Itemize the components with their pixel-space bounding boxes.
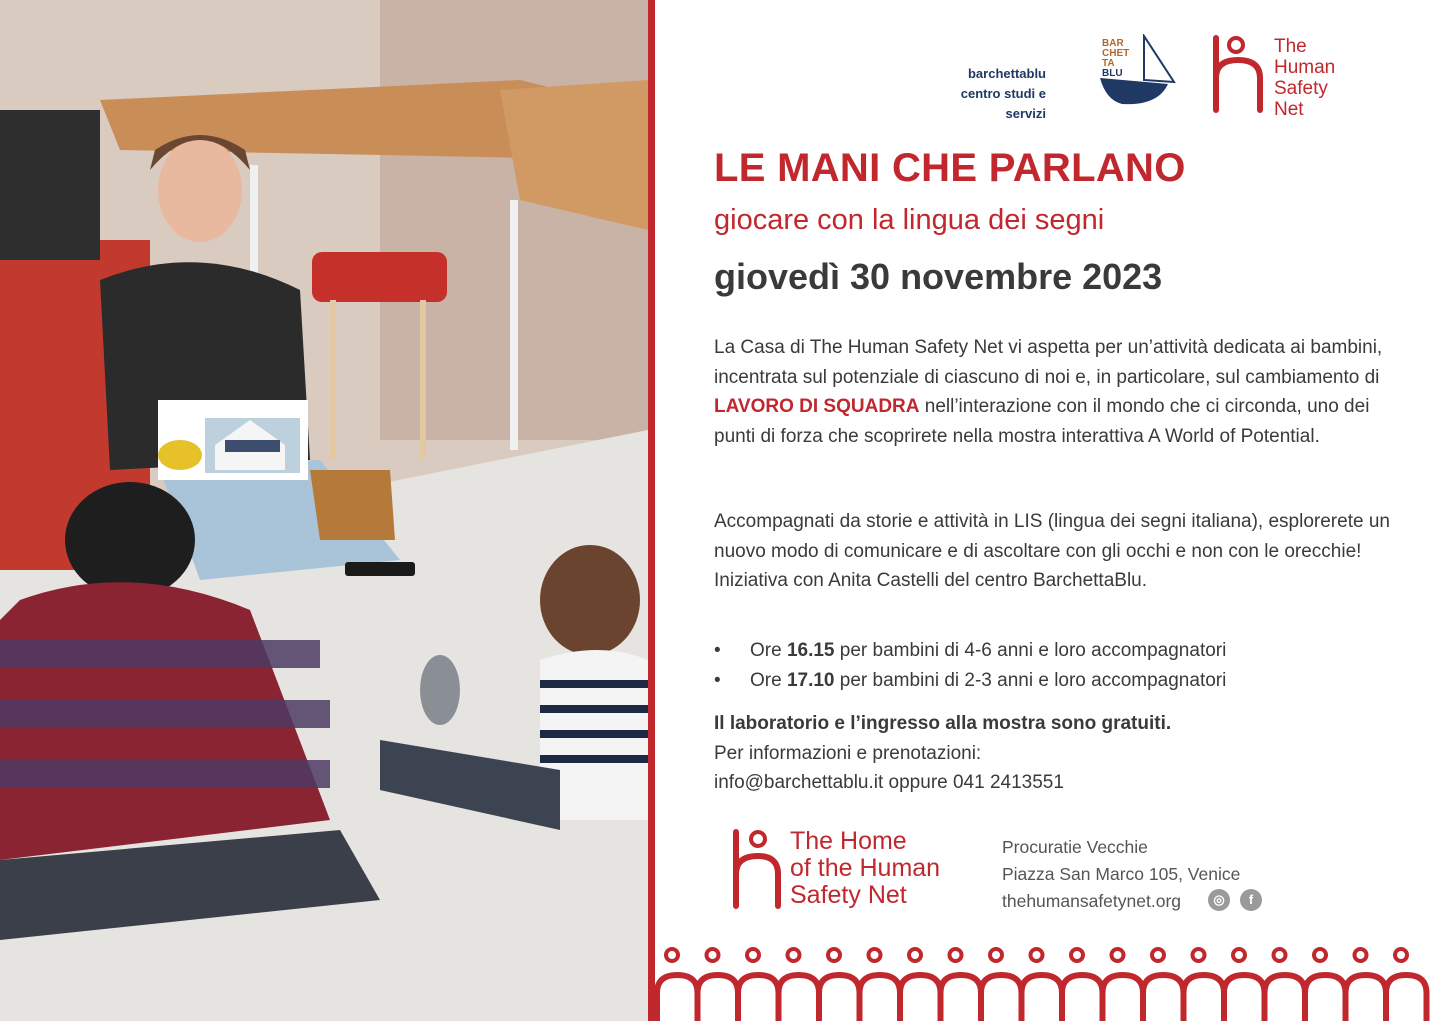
session-prefix: Ore [750, 640, 787, 661]
pattern-circle [990, 949, 1002, 961]
info-block [714, 709, 1171, 798]
session-list [714, 636, 1414, 695]
pattern-circle [1071, 949, 1083, 961]
event-title: LE MANI CHE PARLANO [714, 146, 1186, 190]
pattern-circle [1395, 949, 1407, 961]
session-item [714, 666, 1414, 696]
home-line-2: of the Human [790, 854, 941, 882]
session-time: 17.10 [786, 669, 835, 691]
lis-paragraph: Accompagnati da storie e attività in LIS (lingua dei segni italiana), esplorerete un nuovo modo di comunicare e di ascoltare con gli occhi e non con le orecchie! Iniziativa con Anita Castelli del centro BarchettaBlu. [714, 511, 1390, 591]
pattern-circle [788, 949, 800, 961]
info-label: Per informazioni e prenotazioni: [714, 742, 982, 764]
address-venue: Procuratie Vecchie [1002, 837, 1148, 857]
barchetta-logo-letters-1: BAR [1102, 38, 1124, 49]
human-safety-net-logo [1210, 34, 1370, 120]
pattern-arches [657, 975, 1427, 1021]
event-date: giovedì 30 novembre 2023 [714, 256, 1163, 297]
hsn-line-2: Human [1274, 57, 1336, 78]
home-wordmark [790, 828, 940, 909]
pattern-circle [828, 949, 840, 961]
boat-icon [1098, 34, 1178, 106]
session-text: per bambini di 4-6 anni e loro accompagnatori [834, 640, 1227, 661]
home-line-3: Safety Net [790, 881, 907, 909]
pattern-circle [1233, 949, 1245, 961]
address-street: Piazza San Marco 105, Venice [1002, 864, 1241, 884]
home-h-icon [728, 828, 784, 910]
address-block [1002, 834, 1240, 915]
instagram-icon[interactable]: ◎ [1208, 889, 1230, 911]
free-entry-note: Il laboratorio e l’ingresso alla mostra sono gratuiti. [714, 713, 1172, 734]
session-time: 16.15 [786, 640, 835, 661]
hsn-wordmark [1274, 36, 1335, 120]
barchettablu-name: barchettablu [967, 66, 1046, 81]
session-prefix: Ore [750, 669, 787, 691]
barchetta-logo-letters-4: BLU [1102, 68, 1123, 79]
contact-line[interactable]: info@barchettablu.it oppure 041 2413551 [714, 772, 1064, 793]
barchettablu-logo [950, 34, 1180, 121]
pattern-circle [1274, 949, 1286, 961]
hsn-line-4: Net [1274, 99, 1304, 120]
barchetta-logo-letters-3: TA [1102, 58, 1115, 69]
highlight-teamwork: LAVORO DI SQUADRA [714, 396, 920, 417]
description-paragraph [714, 333, 1404, 451]
pattern-circle [1355, 949, 1367, 961]
pattern-circle [869, 949, 881, 961]
pattern-circle [950, 949, 962, 961]
website-link[interactable]: thehumansafetynet.org [1002, 891, 1182, 911]
description-text-b: nell’interazione con il mondo che ci circonda, uno dei punti di forza che scoprirete nella mostra interattiva A World of Potential. [714, 396, 1370, 447]
barchetta-logo-letters-2: CHET [1102, 48, 1130, 59]
session-item [714, 636, 1414, 666]
pattern-circle [1152, 949, 1164, 961]
pattern-circle [1314, 949, 1326, 961]
description-text-a: La Casa di The Human Safety Net vi aspetta per un’attività dedicata ai bambini, incentrata sul potenziale di ciascuno di noi e, in particolare, sul cambiamento di [714, 337, 1383, 388]
pattern-circle [666, 949, 678, 961]
event-photo [0, 0, 648, 1021]
decorative-pattern [655, 935, 1440, 1021]
session-text: per bambini di 2-3 anni e loro accompagnatori [834, 669, 1227, 691]
event-subtitle: giocare con la lingua dei segni [714, 204, 1105, 236]
pattern-circle [1031, 949, 1043, 961]
pattern-circle [747, 949, 759, 961]
pattern-circle [1112, 949, 1124, 961]
facebook-icon[interactable]: f [1240, 889, 1262, 911]
social-icons [1208, 889, 1264, 913]
hsn-h-icon [1210, 34, 1266, 114]
hsn-line-1: The [1274, 36, 1307, 57]
hsn-line-3: Safety [1274, 78, 1328, 99]
red-divider [648, 0, 655, 1021]
barchettablu-caption [950, 64, 1046, 124]
pattern-circle [1193, 949, 1205, 961]
pattern-circle [707, 949, 719, 961]
home-line-1: The Home [790, 827, 907, 855]
pattern-circle [909, 949, 921, 961]
home-hsn-logo [728, 828, 988, 914]
barchettablu-subtitle: centro studi e servizi [960, 86, 1046, 121]
